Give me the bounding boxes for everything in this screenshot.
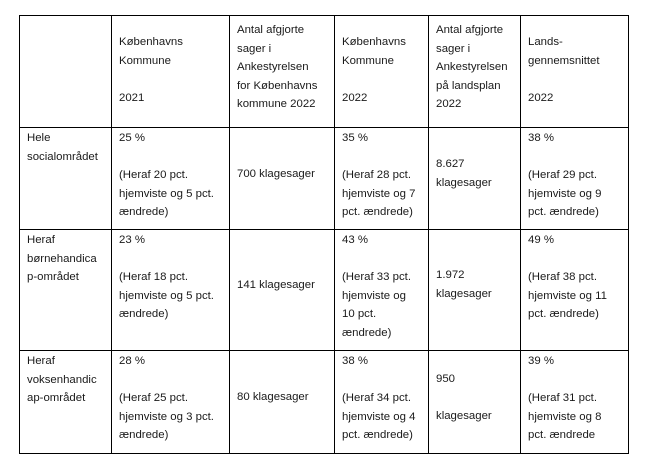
cell-avg-2022: 49 % (Heraf 38 pct. hjemviste og 11 pct. ændrede)	[528, 234, 607, 321]
header-count-kk: Antal afgjorte sager i Ankestyrelsen for Københavns kommune 2022	[237, 24, 318, 111]
table-border	[428, 15, 429, 453]
cell-count-kk: 80 klagesager	[237, 391, 309, 403]
row-label: Heraf børnehandica p-området	[27, 234, 97, 284]
table-border	[628, 15, 629, 453]
cell-avg-2022: 39 % (Heraf 31 pct. hjemviste og 8 pct. ændrede	[528, 355, 602, 442]
cell-kk-2021: 28 % (Heraf 25 pct. hjemviste og 3 pct. ændrede)	[119, 355, 214, 442]
header-kk-2022: Københavns Kommune 2022	[342, 36, 406, 104]
table-border	[19, 127, 629, 128]
header-avg-2022: Lands- gennemsnittet 2022	[528, 36, 600, 104]
table-border	[19, 15, 629, 16]
cell-kk-2022: 35 % (Heraf 28 pct. hjemviste og 7 pct. ændrede)	[342, 132, 416, 219]
table-border	[19, 350, 629, 351]
cell-count-land: 1.972 klagesager	[436, 269, 492, 300]
table-border	[229, 15, 230, 453]
header-count-land: Antal afgjorte sager i Ankestyrelsen på landsplan 2022	[436, 24, 508, 111]
cell-avg-2022: 38 % (Heraf 29 pct. hjemviste og 9 pct. ændrede)	[528, 132, 602, 219]
cell-count-land: 950 klagesager	[436, 373, 492, 423]
table-border	[19, 15, 20, 453]
table-border	[19, 229, 629, 230]
cell-count-land: 8.627 klagesager	[436, 158, 492, 189]
table-border	[334, 15, 335, 453]
header-kk-2021: Københavns Kommune 2021	[119, 36, 183, 104]
cell-kk-2021: 25 % (Heraf 20 pct. hjemviste og 5 pct. ændrede)	[119, 132, 214, 219]
cell-kk-2022: 38 % (Heraf 34 pct. hjemviste og 4 pct. ændrede)	[342, 355, 416, 442]
cell-kk-2022: 43 % (Heraf 33 pct. hjemviste og 10 pct. ændrede)	[342, 234, 412, 339]
cell-count-kk: 700 klagesager	[237, 168, 315, 180]
cell-count-kk: 141 klagesager	[237, 279, 315, 291]
table-border	[111, 15, 112, 453]
table-border	[520, 15, 521, 453]
table-border	[19, 453, 629, 454]
cell-kk-2021: 23 % (Heraf 18 pct. hjemviste og 5 pct. ændrede)	[119, 234, 214, 321]
row-label: Hele socialområdet	[27, 132, 98, 163]
row-label: Heraf voksenhandic ap-området	[27, 355, 97, 405]
